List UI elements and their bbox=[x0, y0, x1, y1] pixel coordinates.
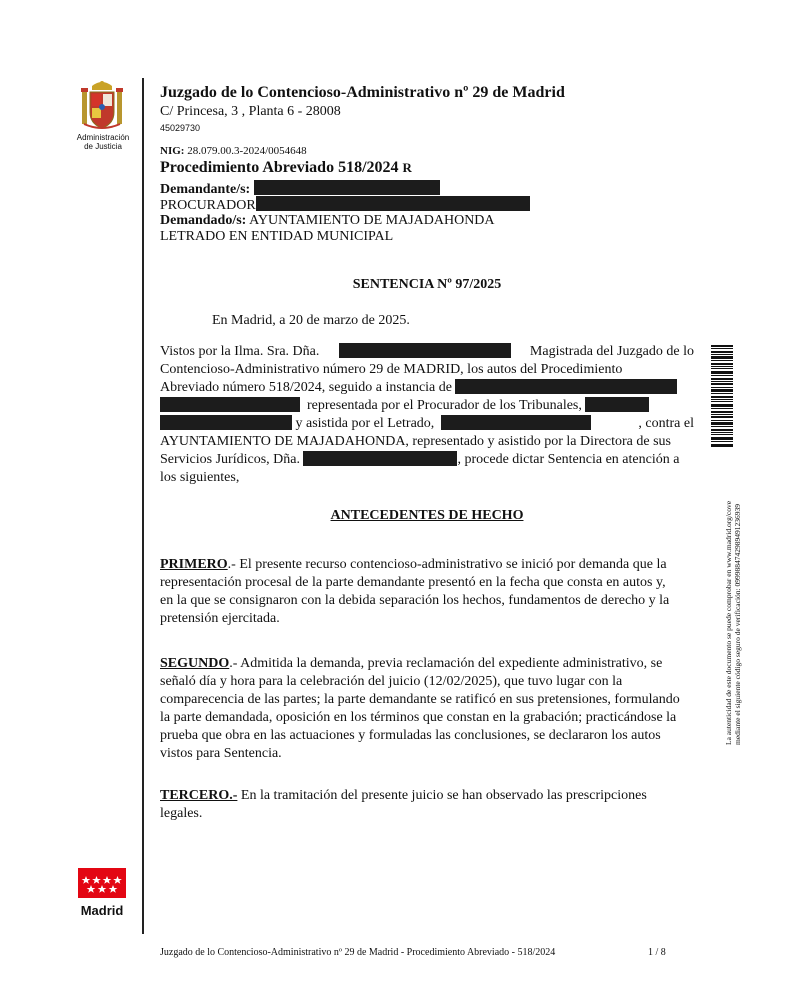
plaintiff-line: Demandante/s: bbox=[160, 180, 440, 198]
primero-paragraph: PRIMERO.- El presente recurso contencioso-administrativo se inició por demanda que la representación procesal de la parte demandante presentó en la fecha que consta en autos y, en la que se consignaron con la debida separación los hechos, fundamentos de derecho y la pretensión ejercitada. bbox=[160, 557, 670, 626]
page-number: 1 / 8 bbox=[648, 947, 666, 958]
verification-text: La autenticidad de este documento se puede comprobar en www.madrid.org/cove mediante el siguiente código seguro de verificación: 0999884742989491236939 bbox=[724, 500, 742, 745]
redaction bbox=[254, 180, 440, 195]
defendant-line: Demandado/s: AYUNTAMIENTO DE MAJADAHONDA bbox=[160, 213, 495, 228]
procedure-title: Procedimiento Abreviado 518/2024 R bbox=[160, 159, 412, 176]
sentence-title: SENTENCIA Nº 97/2025 bbox=[352, 277, 502, 292]
procurador-line: PROCURADOR bbox=[160, 196, 530, 214]
spain-coat-of-arms-icon bbox=[78, 80, 126, 132]
barcode-icon bbox=[711, 345, 733, 447]
court-name: Juzgado de lo Contencioso-Administrativo nº 29 de Madrid bbox=[160, 84, 565, 101]
page-footer: Juzgado de lo Contencioso-Administrativo nº 29 de Madrid - Procedimiento Abreviado - 518/2024 bbox=[160, 947, 556, 958]
madrid-flag-stars-icon bbox=[78, 868, 126, 898]
date-line: En Madrid, a 20 de marzo de 2025. bbox=[212, 313, 410, 328]
lawyer-line: LETRADO EN ENTIDAD MUNICIPAL bbox=[160, 229, 394, 244]
court-address: C/ Princesa, 3 , Planta 6 - 28008 bbox=[160, 104, 341, 119]
nig-line: NIG: 28.079.00.3-2024/0054648 bbox=[160, 145, 307, 157]
margin-rule bbox=[142, 78, 144, 934]
admin-justicia-label: Administración de Justicia bbox=[76, 133, 130, 151]
madrid-logo-label: Madrid bbox=[80, 903, 124, 918]
court-code: 45029730 bbox=[160, 123, 201, 133]
antecedentes-title: ANTECEDENTES DE HECHO bbox=[330, 508, 524, 523]
tercero-paragraph: TERCERO.- En la tramitación del presente juicio se han observado las prescripciones legales. bbox=[160, 788, 647, 821]
intro-paragraph: Vistos por la Ilma. Sra. Dña. Magistrada del Juzgado de lo Contencioso-Administrativo número 29 de MADRID, los autos del Procedimiento Abreviado número 518/2024, seguido a instancia de representada por el Procurador de los Tribunales, y asistida por el Letrado, , contra el AYUNTAMIENTO DE MAJADAHONDA, representado y asistido por la Directora de sus Servicios Jurídicos, Dña. , procede dictar Sentencia en atención a los siguientes, bbox=[160, 344, 694, 485]
segundo-paragraph: SEGUNDO.- Admitida la demanda, previa reclamación del expediente administrativo, se señaló día y hora para la celebración del juicio (12/02/2025), que tuvo lugar con la comparecencia de las partes; la parte demandante se ratificó en sus pretensiones, formulando la parte demandada, oposición en los términos que constan en la grabación; practicándose la prueba que obra en las actuaciones y formuladas las conclusiones, se declararon los autos vistos para Sentencia. bbox=[160, 656, 680, 761]
redaction bbox=[256, 196, 530, 211]
